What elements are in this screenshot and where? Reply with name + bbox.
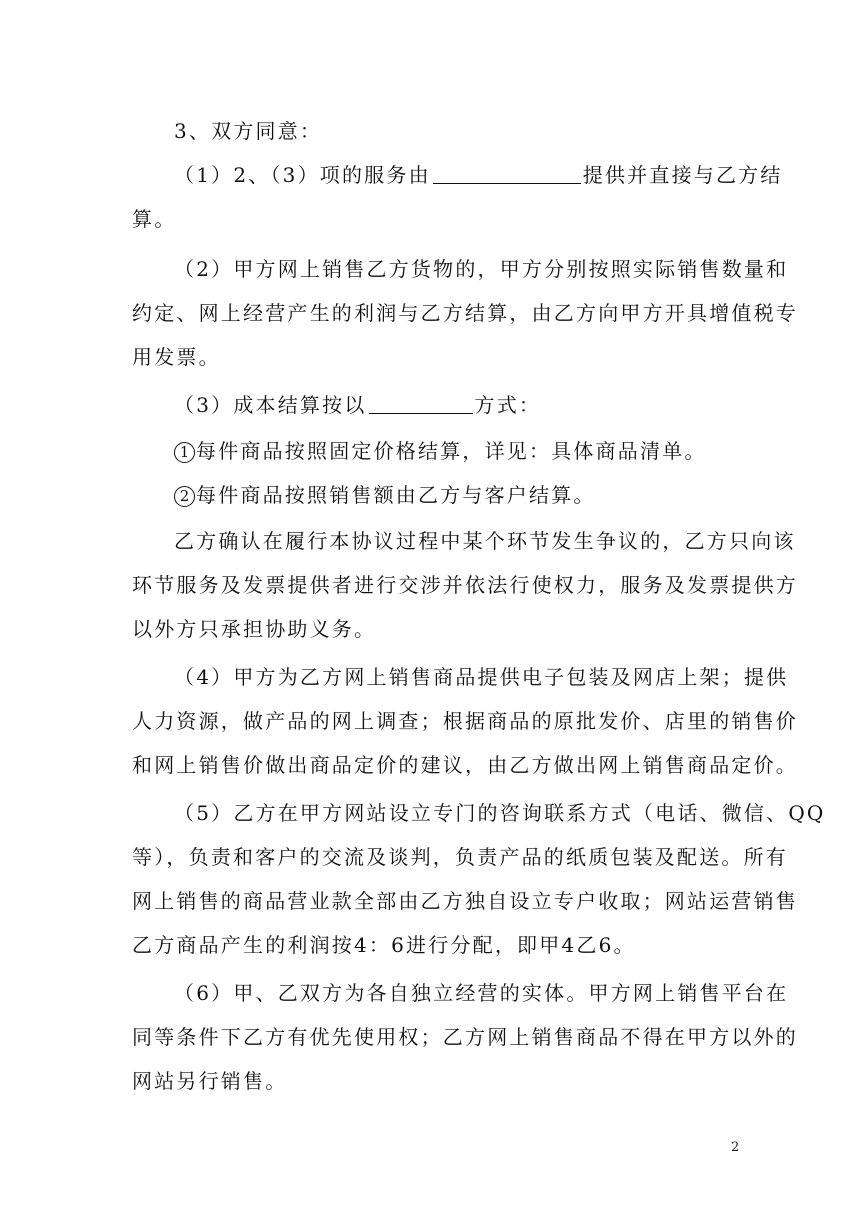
paragraph-line	[174, 392, 784, 418]
paragraph-line	[174, 162, 784, 188]
paragraph-line: 环节服务及发票提供者进行交涉并依法行使权力，服务及发票提供方	[132, 573, 798, 597]
paragraph-line: 乙方确认在履行本协议过程中某个环节发生争议的，乙方只向该	[174, 529, 796, 553]
option-item-2	[174, 482, 784, 508]
paragraph-line: （5）乙方在甲方网站设立专门的咨询联系方式（电话、微信、QQ	[174, 801, 826, 825]
paragraph-line: 同等条件下乙方有优先使用权；乙方网上销售商品不得在甲方以外的	[132, 1025, 798, 1049]
page-number: 2	[731, 1140, 740, 1155]
paragraph-line: （4）甲方为乙方网上销售商品提供电子包装及网店上架；提供	[174, 665, 789, 689]
circled-number: 2	[174, 486, 195, 507]
fill-in-blank[interactable]	[369, 393, 473, 414]
paragraph-line: 等），负责和客户的交流及谈判，负责产品的纸质包装及配送。所有	[132, 845, 788, 869]
clause-heading: 3、双方同意：	[174, 119, 323, 143]
paragraph-line: 乙方商品产生的利润按4：6进行分配，即甲4乙6。	[132, 933, 636, 957]
paragraph-line: 约定、网上经营产生的利润与乙方结算，由乙方向甲方开具增值税专	[132, 301, 798, 325]
option-text: 每件商品按照固定价格结算，详见：具体商品清单。	[196, 439, 707, 463]
text-segment: 方式：	[474, 393, 542, 417]
paragraph-line: 网上销售的商品营业款全部由乙方独自设立专户收取；网站运营销售	[132, 889, 798, 913]
text-segment: （3）成本结算按以	[174, 393, 367, 417]
paragraph-line: 算。	[132, 207, 177, 231]
paragraph-line: （2）甲方网上销售乙方货物的，甲方分别按照实际销售数量和	[174, 257, 789, 281]
circled-number: 1	[174, 442, 195, 463]
text-segment: 提供并直接与乙方结	[582, 163, 783, 187]
option-text: 每件商品按照销售额由乙方与客户结算。	[196, 483, 596, 507]
paragraph-line: 人力资源，做产品的网上调查；根据商品的原批发价、店里的销售价	[132, 709, 798, 733]
paragraph-line: 用发票。	[132, 345, 221, 369]
paragraph-line: 以外方只承担协助义务。	[132, 617, 377, 641]
paragraph-line: 和网上销售价做出商品定价的建议，由乙方做出网上销售商品定价。	[132, 753, 798, 777]
fill-in-blank[interactable]	[433, 163, 581, 184]
paragraph-line: （6）甲、乙双方为各自独立经营的实体。甲方网上销售平台在	[174, 981, 789, 1005]
option-item-1	[174, 438, 784, 464]
text-segment: （1）2、（3）项的服务由	[174, 163, 431, 187]
paragraph-line: 网站另行销售。	[132, 1069, 288, 1093]
